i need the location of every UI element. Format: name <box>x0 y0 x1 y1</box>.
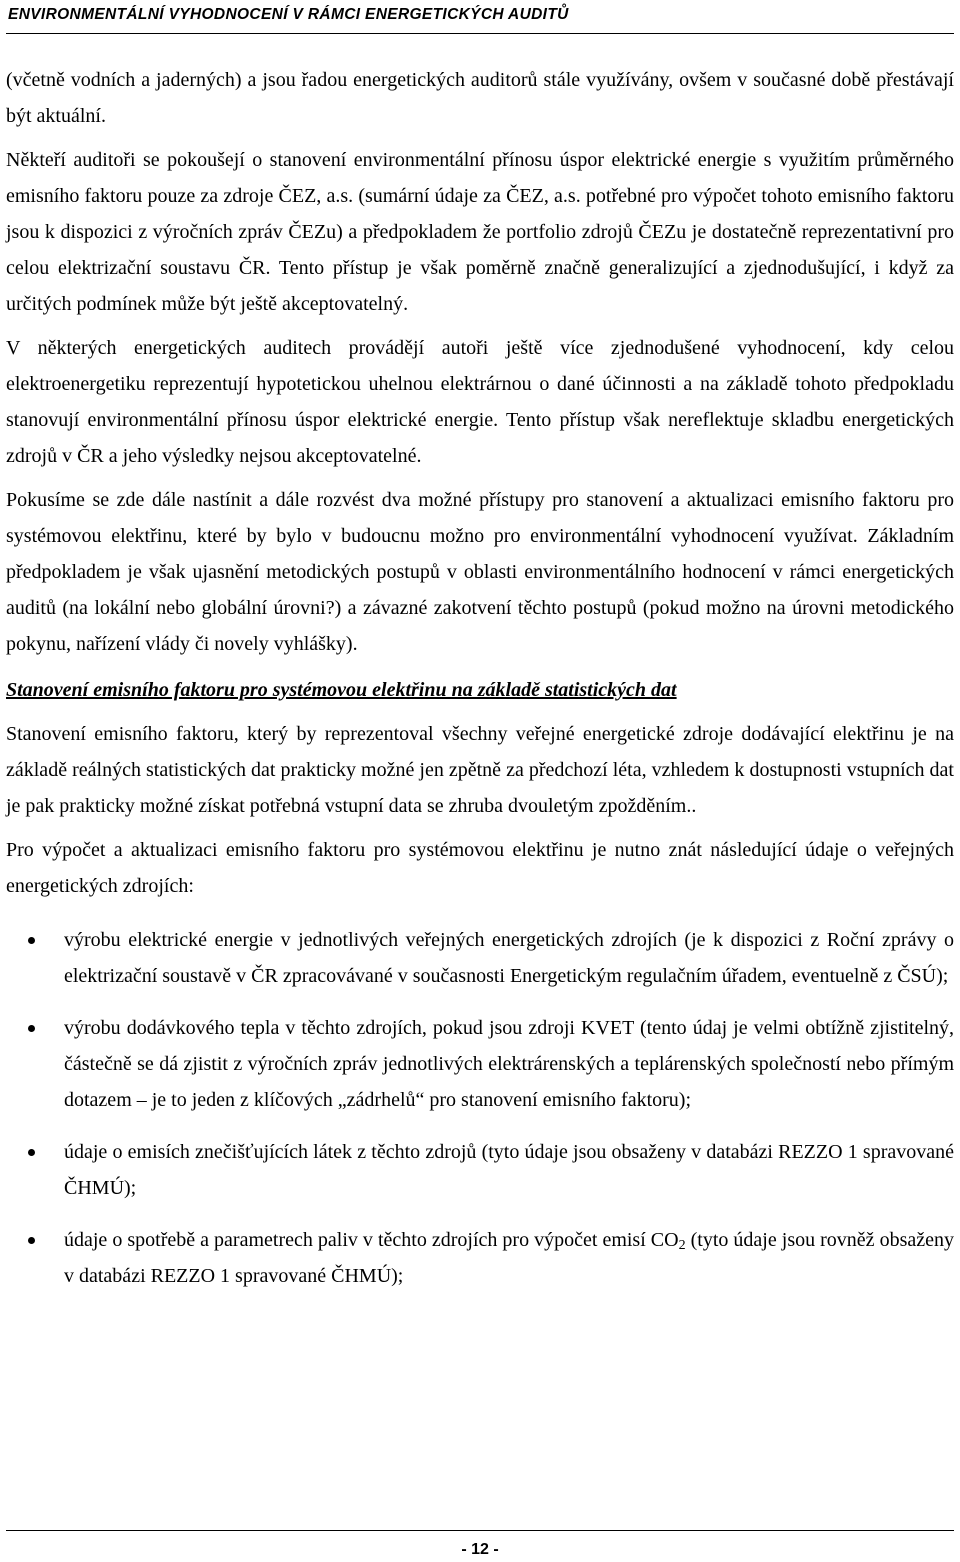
section-heading: Stanovení emisního faktoru pro systémovou elektřinu na základě statistických dat <box>6 679 677 701</box>
bullet-icon <box>28 1149 35 1156</box>
paragraph-coal-approach: V některých energetických auditech provádějí autoři ještě více zjednodušené vyhodnocení, kdy celou elektroenergetiku reprezentují hypotetickou uhelnou elektrárnou o dané účinnosti a na základě tohoto předpokladu stanovují environmentální přínosu úspor elektrické energie. Tento přístup však nereflektuje skladbu energetických zdrojů v ČR a jeho výsledky nejsou akceptovatelné. <box>6 337 954 467</box>
list-item <box>6 1010 954 1118</box>
paragraph-required-data: Pro výpočet a aktualizaci emisního faktoru pro systémovou elektřinu je nutno znát následující údaje o veřejných energetických zdrojích: <box>6 839 954 897</box>
bullet-icon <box>28 1237 35 1244</box>
list-item-text: údaje o emisích znečišťujících látek z těchto zdrojů (tyto údaje jsou obsaženy v databázi REZZO 1 spravované ČHMÚ); <box>64 1141 954 1199</box>
list-item-text: výrobu elektrické energie v jednotlivých veřejných energetických zdrojích (je k dispozici z Roční zprávy o elektrizační soustavě v ČR zpracovávané v současnosti Energetickým regulačním úřadem, eventuelně z ČSÚ); <box>64 929 954 987</box>
paragraph-intro-continuation: (včetně vodních a jaderných) a jsou řadou energetických auditorů stále využívány, ovšem v současné době přestávají být aktuální. <box>6 69 954 127</box>
list-item-text <box>64 1229 954 1287</box>
list-item <box>6 922 954 994</box>
list-item-text-before: údaje o spotřebě a parametrech paliv v těchto zdrojích pro výpočet emisí CO <box>64 1229 679 1251</box>
list-item <box>6 1222 954 1294</box>
list-item <box>6 1134 954 1206</box>
page-header <box>6 2 954 32</box>
list-item-text-after: (tyto údaje jsou rovněž obsaženy v databázi REZZO 1 spravované ČHMÚ); <box>64 1229 954 1287</box>
paragraph-cez-approach: Někteří auditoři se pokoušejí o stanovení environmentální přínosu úspor elektrické energie s využitím průměrného emisního faktoru pouze za zdroje ČEZ, a.s. (sumární údaje za ČEZ, a.s. potřebné pro výpočet tohoto emisního faktoru jsou k dispozici z výročních zpráv ČEZu) a předpokladem že portfolio zdrojů ČEZu je dostatečně reprezentativní pro celou elektrizační soustavu ČR. Tento přístup je však poměrně značně generalizující a zjednodušující, i když za určitých podmínek může být ještě akceptovatelný. <box>6 149 954 315</box>
paragraph-proposed-approaches: Pokusíme se zde dále nastínit a dále rozvést dva možné přístupy pro stanovení a aktualizaci emisního faktoru pro systémovou elektřinu, které by bylo v budoucnu možno pro environmentální vyhodnocení využívat. Základním předpokladem je však ujasnění metodických postupů v oblasti environmentálního hodnocení v rámci energetických auditů (na lokální nebo globální úrovni?) a závazné zakotvení těchto postupů (pokud možno na úrovni metodického pokynu, nařízení vlády či novely vyhlášky). <box>6 489 954 655</box>
footer-divider <box>6 1530 954 1531</box>
document-body <box>6 62 954 1310</box>
required-data-list <box>6 922 954 1294</box>
header-divider <box>6 33 954 34</box>
co2-subscript: 2 <box>678 1238 686 1253</box>
page-number: - 12 - <box>461 1541 499 1558</box>
paragraph-statistical-data: Stanovení emisního faktoru, který by reprezentoval všechny veřejné energetické zdroje dodávající elektřinu je na základě reálných statistických dat prakticky možné jen zpětně za předchozí léta, vzhledem k dostupnosti vstupních dat je pak prakticky možné získat potřebná vstupní data se zhruba dvouletým zpožděním.. <box>6 723 954 817</box>
list-item-text: výrobu dodávkového tepla v těchto zdrojích, pokud jsou zdroji KVET (tento údaj je velmi obtížně zjistitelný, částečně se dá zjistit z výročních zpráv jednotlivých elektrárenských a teplárenských společností nebo přímým dotazem – je to jeden z klíčových „zádrhelů“ pro stanovení emisního faktoru); <box>64 1017 954 1111</box>
header-title: ENVIRONMENTÁLNÍ VYHODNOCENÍ V RÁMCI ENERGETICKÝCH AUDITŮ <box>8 6 569 23</box>
bullet-icon <box>28 937 35 944</box>
bullet-icon <box>28 1025 35 1032</box>
